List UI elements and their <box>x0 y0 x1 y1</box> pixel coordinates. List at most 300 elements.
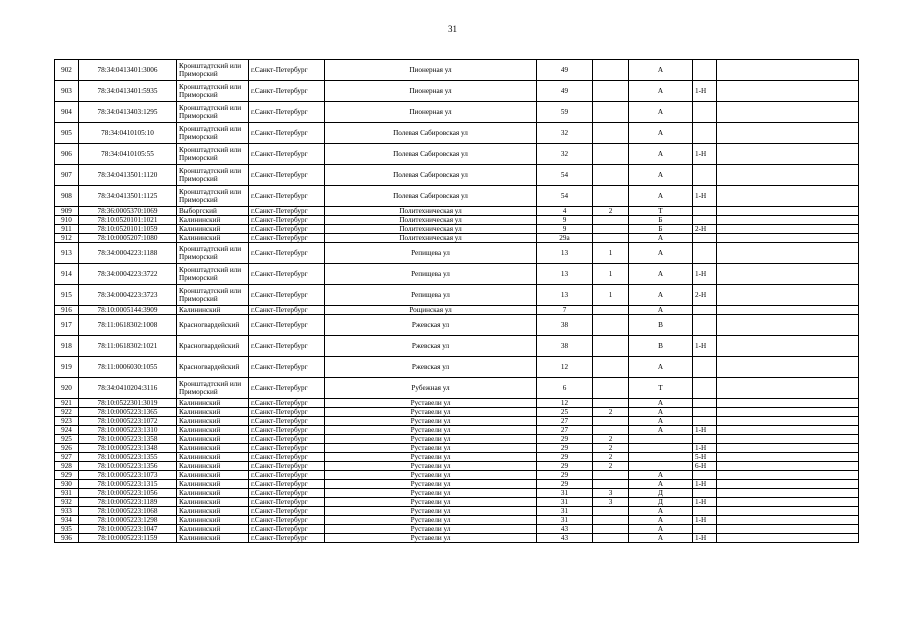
street: Руставели ул <box>325 408 537 417</box>
city: г.Санкт-Петербург <box>249 264 325 285</box>
house-number: 29 <box>537 453 593 462</box>
empty-cell <box>717 60 859 81</box>
house-number: 9 <box>537 225 593 234</box>
street: Руставели ул <box>325 417 537 426</box>
empty-cell <box>717 81 859 102</box>
empty-cell <box>717 315 859 336</box>
cadastral-number: 78:10:0005223:1365 <box>79 408 177 417</box>
street: Руставели ул <box>325 471 537 480</box>
building-number: 3 <box>593 498 629 507</box>
letter: А <box>629 102 693 123</box>
building-number <box>593 417 629 426</box>
district: Калининский <box>177 525 249 534</box>
house-number: 31 <box>537 507 593 516</box>
house-number: 54 <box>537 186 593 207</box>
building-number: 1 <box>593 285 629 306</box>
row-number: 933 <box>55 507 79 516</box>
premises <box>693 234 717 243</box>
row-number: 932 <box>55 498 79 507</box>
premises: 1-Н <box>693 534 717 543</box>
district: Кронштадтский или Приморский <box>177 144 249 165</box>
street: Полевая Сабировская ул <box>325 186 537 207</box>
house-number: 13 <box>537 243 593 264</box>
city: г.Санкт-Петербург <box>249 480 325 489</box>
street: Пионерная ул <box>325 102 537 123</box>
city: г.Санкт-Петербург <box>249 306 325 315</box>
empty-cell <box>717 285 859 306</box>
empty-cell <box>717 462 859 471</box>
building-number <box>593 357 629 378</box>
house-number: 12 <box>537 357 593 378</box>
letter <box>629 453 693 462</box>
table-row <box>55 102 859 123</box>
row-number: 916 <box>55 306 79 315</box>
empty-cell <box>717 444 859 453</box>
building-number <box>593 378 629 399</box>
row-number: 923 <box>55 417 79 426</box>
building-number <box>593 225 629 234</box>
house-number: 31 <box>537 489 593 498</box>
table-row <box>55 357 859 378</box>
cadastral-number: 78:34:0413501:1125 <box>79 186 177 207</box>
premises: 1-Н <box>693 426 717 435</box>
row-number: 935 <box>55 525 79 534</box>
premises <box>693 306 717 315</box>
house-number: 7 <box>537 306 593 315</box>
premises: 1-Н <box>693 444 717 453</box>
letter: А <box>629 399 693 408</box>
street: Репищева ул <box>325 264 537 285</box>
street: Руставели ул <box>325 399 537 408</box>
premises <box>693 357 717 378</box>
street: Руставели ул <box>325 498 537 507</box>
cadastral-number: 78:34:0004223:3722 <box>79 264 177 285</box>
city: г.Санкт-Петербург <box>249 462 325 471</box>
house-number: 54 <box>537 165 593 186</box>
district: Кронштадтский или Приморский <box>177 102 249 123</box>
cadastral-number: 78:10:0005223:1159 <box>79 534 177 543</box>
house-number: 32 <box>537 144 593 165</box>
table-row <box>55 225 859 234</box>
city: г.Санкт-Петербург <box>249 102 325 123</box>
district: Кронштадтский или Приморский <box>177 264 249 285</box>
letter: Д <box>629 498 693 507</box>
district: Калининский <box>177 225 249 234</box>
building-number <box>593 216 629 225</box>
table-row <box>55 315 859 336</box>
table-row <box>55 165 859 186</box>
house-number: 27 <box>537 426 593 435</box>
table-row <box>55 123 859 144</box>
table-row <box>55 186 859 207</box>
city: г.Санкт-Петербург <box>249 144 325 165</box>
table-row <box>55 498 859 507</box>
district: Калининский <box>177 471 249 480</box>
cadastral-number: 78:10:0005223:1355 <box>79 453 177 462</box>
building-number <box>593 426 629 435</box>
letter: А <box>629 165 693 186</box>
district: Кронштадтский или Приморский <box>177 123 249 144</box>
building-number: 1 <box>593 264 629 285</box>
letter: Т <box>629 378 693 399</box>
district: Калининский <box>177 444 249 453</box>
street: Руставели ул <box>325 507 537 516</box>
cadastral-number: 78:34:0413403:1295 <box>79 102 177 123</box>
empty-cell <box>717 426 859 435</box>
premises <box>693 243 717 264</box>
premises: 2-Н <box>693 225 717 234</box>
premises: 1-Н <box>693 516 717 525</box>
row-number: 918 <box>55 336 79 357</box>
district: Кронштадтский или Приморский <box>177 243 249 264</box>
table-row <box>55 507 859 516</box>
district: Красногвардейский <box>177 336 249 357</box>
building-number: 2 <box>593 462 629 471</box>
empty-cell <box>717 417 859 426</box>
district: Кронштадтский или Приморский <box>177 378 249 399</box>
house-number: 9 <box>537 216 593 225</box>
row-number: 931 <box>55 489 79 498</box>
district: Выборгский <box>177 207 249 216</box>
district: Калининский <box>177 408 249 417</box>
letter: А <box>629 60 693 81</box>
city: г.Санкт-Петербург <box>249 378 325 399</box>
building-number <box>593 516 629 525</box>
house-number: 29 <box>537 462 593 471</box>
street: Репищева ул <box>325 243 537 264</box>
row-number: 904 <box>55 102 79 123</box>
house-number: 49 <box>537 60 593 81</box>
building-number <box>593 234 629 243</box>
row-number: 915 <box>55 285 79 306</box>
building-number <box>593 525 629 534</box>
table-row <box>55 408 859 417</box>
house-number: 31 <box>537 498 593 507</box>
premises: 1-Н <box>693 81 717 102</box>
empty-cell <box>717 480 859 489</box>
empty-cell <box>717 534 859 543</box>
page-number: 31 <box>448 24 457 34</box>
city: г.Санкт-Петербург <box>249 336 325 357</box>
premises: 1-Н <box>693 144 717 165</box>
building-number <box>593 480 629 489</box>
premises: 5-Н <box>693 453 717 462</box>
house-number: 43 <box>537 525 593 534</box>
registry-table <box>54 59 859 543</box>
table-row <box>55 453 859 462</box>
city: г.Санкт-Петербург <box>249 453 325 462</box>
premises <box>693 435 717 444</box>
street: Полевая Сабировская ул <box>325 165 537 186</box>
house-number: 6 <box>537 378 593 399</box>
premises <box>693 123 717 144</box>
row-number: 906 <box>55 144 79 165</box>
table-row <box>55 435 859 444</box>
building-number: 2 <box>593 408 629 417</box>
letter: А <box>629 480 693 489</box>
letter: А <box>629 525 693 534</box>
row-number: 934 <box>55 516 79 525</box>
premises <box>693 216 717 225</box>
building-number: 2 <box>593 207 629 216</box>
street: Полевая Сабировская ул <box>325 144 537 165</box>
street: Руставели ул <box>325 480 537 489</box>
premises <box>693 60 717 81</box>
premises <box>693 399 717 408</box>
street: Руставели ул <box>325 516 537 525</box>
letter: Д <box>629 489 693 498</box>
empty-cell <box>717 144 859 165</box>
house-number: 49 <box>537 81 593 102</box>
table-row <box>55 516 859 525</box>
empty-cell <box>717 435 859 444</box>
empty-cell <box>717 234 859 243</box>
district: Кронштадтский или Приморский <box>177 165 249 186</box>
city: г.Санкт-Петербург <box>249 534 325 543</box>
district: Калининский <box>177 480 249 489</box>
premises: 6-Н <box>693 462 717 471</box>
building-number <box>593 102 629 123</box>
table-row <box>55 444 859 453</box>
building-number: 2 <box>593 435 629 444</box>
table-row <box>55 426 859 435</box>
table-row <box>55 81 859 102</box>
building-number <box>593 165 629 186</box>
city: г.Санкт-Петербург <box>249 417 325 426</box>
row-number: 936 <box>55 534 79 543</box>
row-number: 919 <box>55 357 79 378</box>
table-row <box>55 144 859 165</box>
cadastral-number: 78:34:0413401:5935 <box>79 81 177 102</box>
letter: А <box>629 534 693 543</box>
city: г.Санкт-Петербург <box>249 507 325 516</box>
city: г.Санкт-Петербург <box>249 426 325 435</box>
table-row <box>55 534 859 543</box>
street: Политехническая ул <box>325 207 537 216</box>
building-number <box>593 144 629 165</box>
city: г.Санкт-Петербург <box>249 435 325 444</box>
letter: А <box>629 81 693 102</box>
building-number <box>593 123 629 144</box>
district: Кронштадтский или Приморский <box>177 285 249 306</box>
house-number: 38 <box>537 336 593 357</box>
table-row <box>55 243 859 264</box>
city: г.Санкт-Петербург <box>249 225 325 234</box>
letter: А <box>629 285 693 306</box>
row-number: 914 <box>55 264 79 285</box>
registry-body <box>55 60 859 543</box>
empty-cell <box>717 471 859 480</box>
building-number <box>593 315 629 336</box>
district: Калининский <box>177 507 249 516</box>
empty-cell <box>717 336 859 357</box>
cadastral-number: 78:34:0004223:3723 <box>79 285 177 306</box>
house-number: 13 <box>537 285 593 306</box>
premises <box>693 207 717 216</box>
cadastral-number: 78:10:0005207:1080 <box>79 234 177 243</box>
street: Руставели ул <box>325 435 537 444</box>
cadastral-number: 78:11:0618302:1021 <box>79 336 177 357</box>
district: Кронштадтский или Приморский <box>177 81 249 102</box>
street: Руставели ул <box>325 462 537 471</box>
district: Калининский <box>177 498 249 507</box>
street: Политехническая ул <box>325 225 537 234</box>
letter: А <box>629 507 693 516</box>
row-number: 910 <box>55 216 79 225</box>
letter: Б <box>629 225 693 234</box>
street: Рубежная ул <box>325 378 537 399</box>
cadastral-number: 78:10:0005144:3909 <box>79 306 177 315</box>
cadastral-number: 78:34:0410105:55 <box>79 144 177 165</box>
city: г.Санкт-Петербург <box>249 207 325 216</box>
row-number: 917 <box>55 315 79 336</box>
district: Калининский <box>177 435 249 444</box>
letter: В <box>629 315 693 336</box>
district: Калининский <box>177 462 249 471</box>
building-number <box>593 507 629 516</box>
cadastral-number: 78:10:0005223:1356 <box>79 462 177 471</box>
cadastral-number: 78:34:0413501:1120 <box>79 165 177 186</box>
district: Калининский <box>177 489 249 498</box>
empty-cell <box>717 453 859 462</box>
empty-cell <box>717 507 859 516</box>
cadastral-number: 78:10:0005223:1073 <box>79 471 177 480</box>
city: г.Санкт-Петербург <box>249 165 325 186</box>
city: г.Санкт-Петербург <box>249 60 325 81</box>
table-row <box>55 264 859 285</box>
cadastral-number: 78:10:0522301:3019 <box>79 399 177 408</box>
premises <box>693 315 717 336</box>
city: г.Санкт-Петербург <box>249 498 325 507</box>
row-number: 925 <box>55 435 79 444</box>
district: Калининский <box>177 216 249 225</box>
building-number: 2 <box>593 444 629 453</box>
house-number: 25 <box>537 408 593 417</box>
house-number: 43 <box>537 534 593 543</box>
premises <box>693 165 717 186</box>
building-number <box>593 534 629 543</box>
row-number: 930 <box>55 480 79 489</box>
building-number: 2 <box>593 453 629 462</box>
row-number: 926 <box>55 444 79 453</box>
row-number: 903 <box>55 81 79 102</box>
letter: А <box>629 144 693 165</box>
district: Кронштадтский или Приморский <box>177 186 249 207</box>
table-row <box>55 207 859 216</box>
cadastral-number: 78:10:0520101:1059 <box>79 225 177 234</box>
cadastral-number: 78:10:0005223:1056 <box>79 489 177 498</box>
cadastral-number: 78:10:0005223:1315 <box>79 480 177 489</box>
city: г.Санкт-Петербург <box>249 489 325 498</box>
cadastral-number: 78:11:0618302:1008 <box>79 315 177 336</box>
building-number <box>593 336 629 357</box>
district: Красногвардейский <box>177 315 249 336</box>
premises: 1-Н <box>693 480 717 489</box>
empty-cell <box>717 399 859 408</box>
cadastral-number: 78:10:0005223:1189 <box>79 498 177 507</box>
cadastral-number: 78:10:0005223:1358 <box>79 435 177 444</box>
letter <box>629 462 693 471</box>
cadastral-number: 78:36:0005370:1069 <box>79 207 177 216</box>
house-number: 29 <box>537 435 593 444</box>
building-number <box>593 81 629 102</box>
district: Калининский <box>177 234 249 243</box>
city: г.Санкт-Петербург <box>249 444 325 453</box>
letter: А <box>629 417 693 426</box>
street: Репищева ул <box>325 285 537 306</box>
city: г.Санкт-Петербург <box>249 357 325 378</box>
empty-cell <box>717 207 859 216</box>
city: г.Санкт-Петербург <box>249 399 325 408</box>
city: г.Санкт-Петербург <box>249 516 325 525</box>
table-row <box>55 216 859 225</box>
row-number: 927 <box>55 453 79 462</box>
street: Руставели ул <box>325 444 537 453</box>
empty-cell <box>717 102 859 123</box>
building-number <box>593 60 629 81</box>
house-number: 31 <box>537 516 593 525</box>
empty-cell <box>717 186 859 207</box>
empty-cell <box>717 408 859 417</box>
cadastral-number: 78:34:0004223:1188 <box>79 243 177 264</box>
empty-cell <box>717 306 859 315</box>
house-number: 32 <box>537 123 593 144</box>
district: Калининский <box>177 399 249 408</box>
premises <box>693 408 717 417</box>
empty-cell <box>717 123 859 144</box>
letter: А <box>629 243 693 264</box>
premises: 1-Н <box>693 264 717 285</box>
house-number: 4 <box>537 207 593 216</box>
row-number: 913 <box>55 243 79 264</box>
row-number: 921 <box>55 399 79 408</box>
row-number: 902 <box>55 60 79 81</box>
letter: А <box>629 234 693 243</box>
building-number <box>593 306 629 315</box>
table-row <box>55 462 859 471</box>
street: Руставели ул <box>325 426 537 435</box>
premises: 1-Н <box>693 336 717 357</box>
building-number <box>593 186 629 207</box>
row-number: 928 <box>55 462 79 471</box>
letter: А <box>629 186 693 207</box>
street: Пионерная ул <box>325 81 537 102</box>
building-number <box>593 399 629 408</box>
street: Руставели ул <box>325 534 537 543</box>
empty-cell <box>717 264 859 285</box>
empty-cell <box>717 216 859 225</box>
premises: 2-Н <box>693 285 717 306</box>
street: Руставели ул <box>325 453 537 462</box>
letter: А <box>629 264 693 285</box>
row-number: 924 <box>55 426 79 435</box>
row-number: 922 <box>55 408 79 417</box>
cadastral-number: 78:10:0005223:1072 <box>79 417 177 426</box>
cadastral-number: 78:10:0520101:1021 <box>79 216 177 225</box>
table-row <box>55 306 859 315</box>
row-number: 920 <box>55 378 79 399</box>
table-row <box>55 471 859 480</box>
empty-cell <box>717 525 859 534</box>
district: Кронштадтский или Приморский <box>177 60 249 81</box>
table-row <box>55 525 859 534</box>
cadastral-number: 78:10:0005223:1298 <box>79 516 177 525</box>
premises <box>693 417 717 426</box>
letter <box>629 444 693 453</box>
city: г.Санкт-Петербург <box>249 216 325 225</box>
empty-cell <box>717 489 859 498</box>
table-row <box>55 336 859 357</box>
